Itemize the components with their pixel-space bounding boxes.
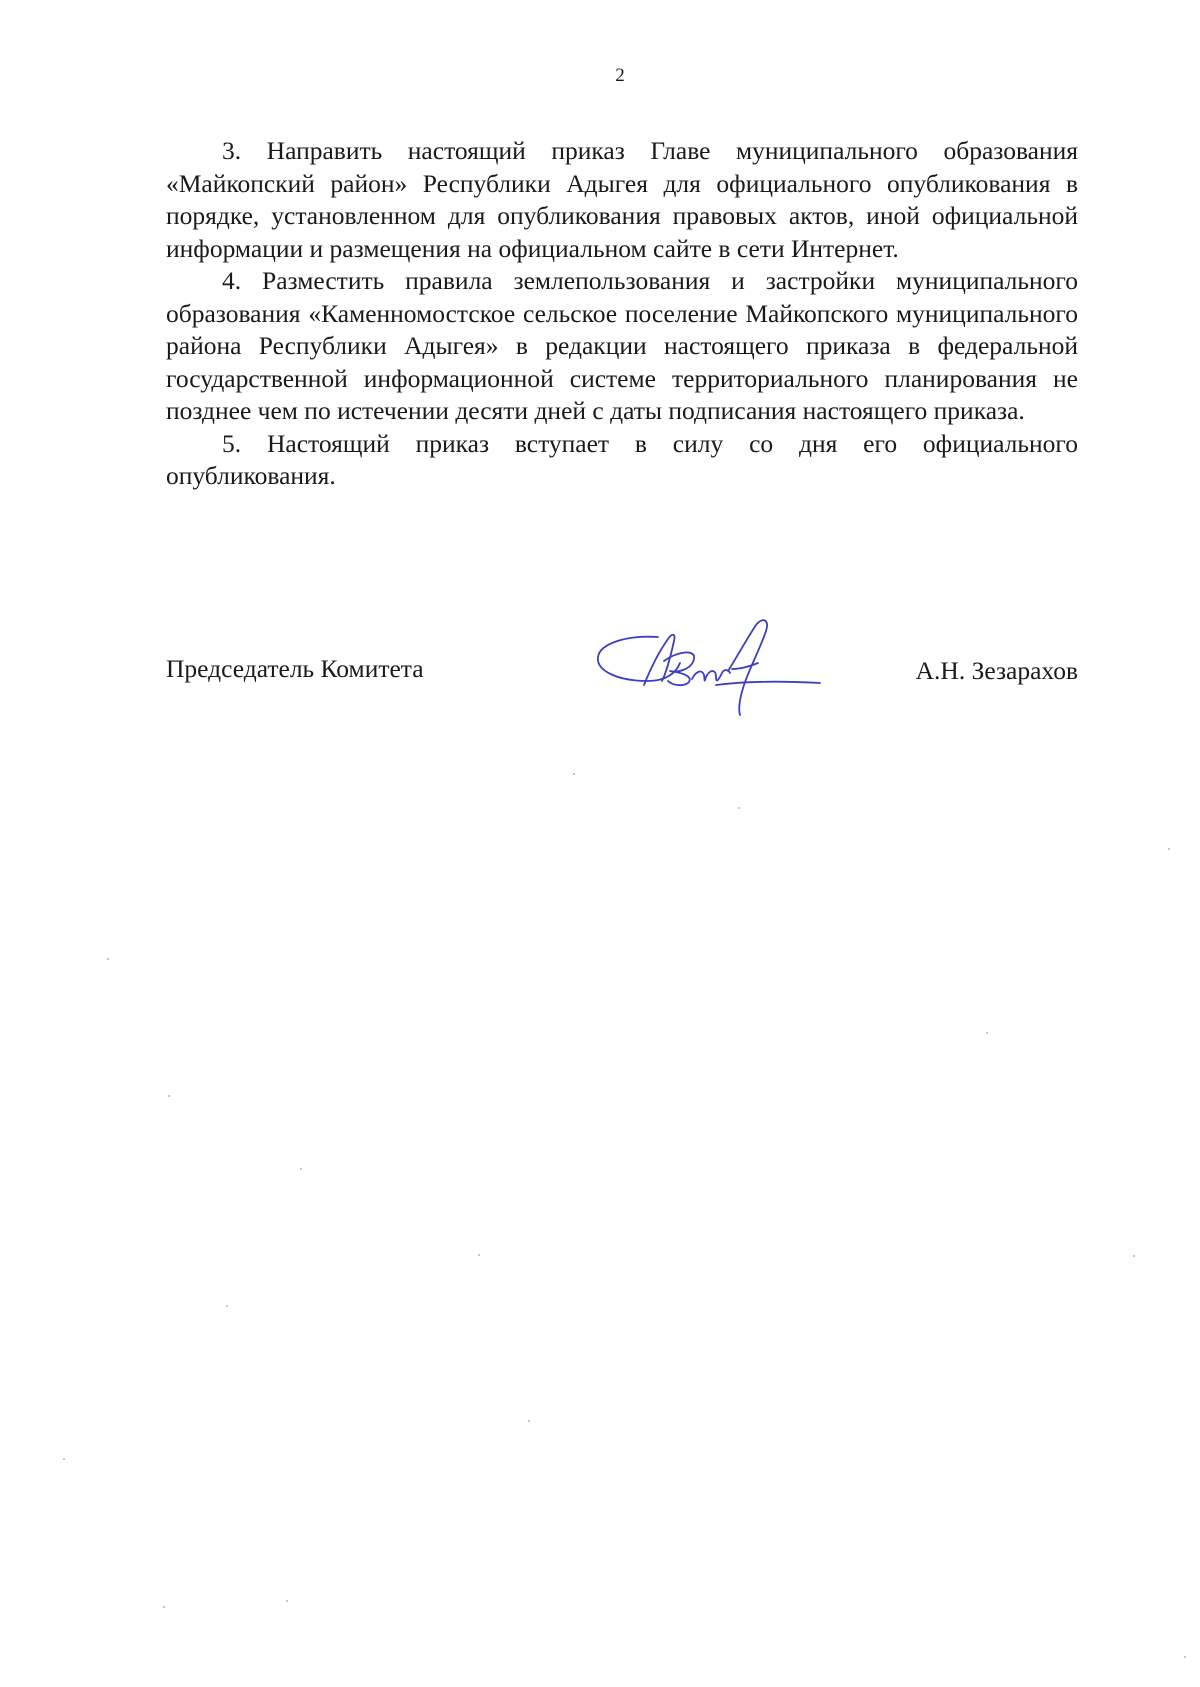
scan-speck [738,807,740,809]
paragraph-5: 5. Настоящий приказ вступает в силу со дня его официального опубликования. [166,428,1078,490]
scan-speck [163,1606,165,1608]
scan-speck [226,1305,228,1307]
scan-speck [286,1600,288,1602]
signature-block [166,615,1078,735]
scan-speck [1133,1255,1135,1257]
scan-speck [986,1032,988,1034]
scan-speck [1184,1656,1186,1658]
scan-speck [573,773,575,775]
scan-speck [1168,848,1170,850]
handwritten-signature [588,615,828,735]
paragraph-4: 4. Разместить правила землепользования и застройки муниципального образования «Каменномостское сельское поселение Майкопского муниципального района Республики Адыгея» в редакции настоящего приказа в федеральной государственной информационной системе территориального планирования не позднее чем по истечении десяти дней с даты подписания настоящего приказа. [166,266,1078,425]
signatory-name: А.Н. Зезарахов [915,656,1078,685]
scan-speck [63,1458,65,1460]
signatory-position: Председатель Комитета [166,654,424,683]
scan-speck [107,958,109,960]
scan-speck [168,1095,170,1097]
scan-speck [300,1168,302,1170]
document-body [166,135,1078,493]
paragraph-3: 3. Направить настоящий приказ Главе муниципального образования «Майкопский район» Республики Адыгея для официального опубликования в порядке, установленном для опубликования правовых актов, иной официальной информации и размещения на официальном сайте в сети Интернет. [166,136,1078,263]
scan-speck [528,1420,530,1422]
scan-speck [478,1254,480,1256]
page-number: 2 [615,65,625,86]
